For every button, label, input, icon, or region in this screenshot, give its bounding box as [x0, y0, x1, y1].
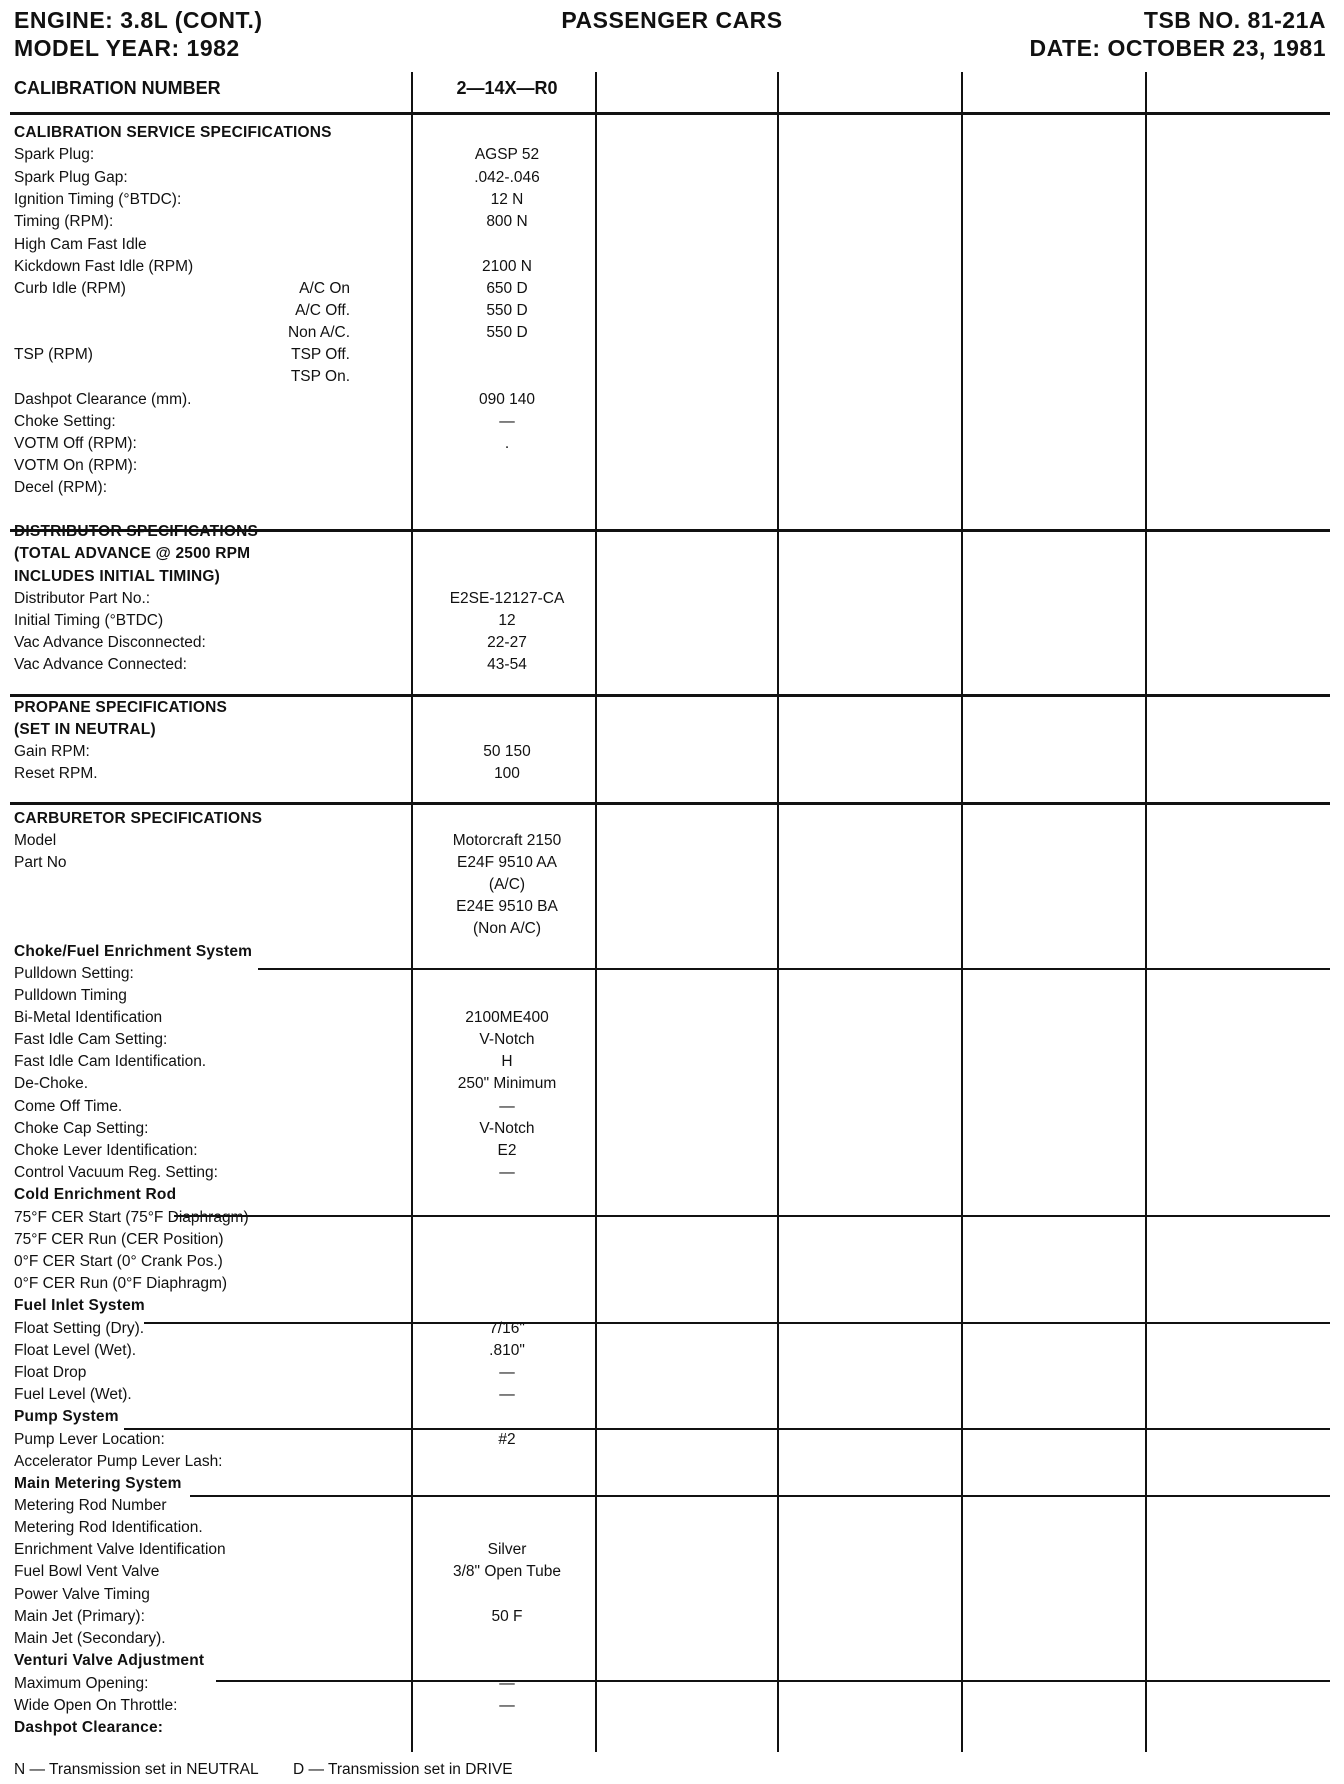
spec-label: De-Choke.	[14, 1075, 89, 1092]
section-heading: PROPANE SPECIFICATIONS	[14, 699, 228, 716]
spec-label: Float Drop	[14, 1364, 87, 1381]
drive-note: D — Transmission set in DRIVE	[292, 1761, 513, 1778]
spec-value: 43-54	[487, 656, 527, 673]
spec-label: Metering Rod Number	[14, 1497, 167, 1514]
spec-label: Model	[14, 832, 57, 849]
spec-label: Accelerator Pump Lever Lash:	[14, 1453, 223, 1470]
spec-label: Pump Lever Location:	[14, 1431, 165, 1448]
spec-value: —	[499, 1164, 515, 1181]
spec-label: TSP (RPM)	[14, 346, 93, 363]
section-heading: Dashpot Clearance:	[14, 1719, 164, 1736]
spec-label: Wide Open On Throttle:	[14, 1697, 178, 1714]
column-divider	[961, 72, 963, 1752]
subsection-rule	[216, 1680, 1330, 1682]
spec-label: Choke Cap Setting:	[14, 1120, 149, 1137]
spec-condition: A/C Off.	[295, 302, 350, 319]
section-heading: (SET IN NEUTRAL)	[14, 721, 156, 738]
spec-label: 0°F CER Start (0° Crank Pos.)	[14, 1253, 223, 1270]
spec-value: V-Notch	[479, 1120, 535, 1137]
spec-label: Fuel Bowl Vent Valve	[14, 1563, 160, 1580]
spec-condition: Non A/C.	[287, 324, 350, 341]
spec-label: Timing (RPM):	[14, 213, 114, 230]
spec-value: 550 D	[486, 324, 528, 341]
spec-label: Bi-Metal Identification	[14, 1009, 163, 1026]
spec-label: Curb Idle (RPM)	[14, 280, 126, 297]
spec-label: Metering Rod Identification.	[14, 1519, 203, 1536]
spec-condition: TSP On.	[290, 368, 350, 385]
spec-value: 2100ME400	[465, 1009, 549, 1026]
spec-label: High Cam Fast Idle	[14, 236, 147, 253]
legend-footer	[14, 1761, 543, 1779]
neutral-note: N — Transmission set in NEUTRAL	[14, 1761, 259, 1778]
spec-label: Spark Plug Gap:	[14, 169, 128, 186]
spec-value: 22-27	[487, 634, 527, 651]
spec-value: (Non A/C)	[472, 920, 542, 937]
spec-label: VOTM Off (RPM):	[14, 435, 137, 452]
engine-label: ENGINE: 3.8L (CONT.)	[14, 7, 263, 33]
spec-value: Motorcraft 2150	[452, 832, 562, 849]
spec-condition: TSP Off.	[291, 346, 350, 363]
spec-value: —	[499, 1675, 515, 1692]
spec-label: Vac Advance Connected:	[14, 656, 187, 673]
spec-value: E2SE-12127-CA	[449, 590, 565, 607]
model-year-label: MODEL YEAR: 1982	[14, 35, 240, 61]
spec-value: —	[499, 1098, 515, 1115]
spec-label: Kickdown Fast Idle (RPM)	[14, 258, 194, 275]
spec-label: Fast Idle Cam Identification.	[14, 1053, 207, 1070]
header-right	[1030, 6, 1326, 62]
spec-value: H	[501, 1053, 513, 1070]
spec-label: Decel (RPM):	[14, 479, 108, 496]
spec-label: Gain RPM:	[14, 743, 90, 760]
spec-label: Spark Plug:	[14, 146, 95, 163]
subsection-rule	[258, 968, 1330, 970]
section-heading: INCLUDES INITIAL TIMING)	[14, 568, 221, 585]
subsection-rule	[144, 1322, 1330, 1324]
column-divider	[1145, 72, 1147, 1752]
spec-value: Silver	[487, 1541, 527, 1558]
spec-label: Come Off Time.	[14, 1098, 123, 1115]
spec-value: E24E 9510 BA	[456, 898, 558, 915]
spec-label: Choke Lever Identification:	[14, 1142, 198, 1159]
spec-value: 7/16"	[489, 1320, 525, 1337]
spec-value: 12 N	[490, 191, 524, 208]
spec-value: AGSP 52	[474, 146, 540, 163]
calibration-number-label: CALIBRATION NUMBER	[14, 78, 221, 98]
spec-label: Reset RPM.	[14, 765, 98, 782]
tsb-number: TSB NO. 81-21A	[1143, 7, 1326, 33]
section-heading: CALIBRATION SERVICE SPECIFICATIONS	[14, 124, 332, 141]
spec-value: —	[499, 1364, 515, 1381]
spec-value: 800 N	[486, 213, 528, 230]
spec-label: Initial Timing (°BTDC)	[14, 612, 164, 629]
section-divider	[10, 802, 1330, 805]
section-heading: DISTRIBUTOR SPECIFICATIONS	[14, 523, 259, 540]
section-heading: (TOTAL ADVANCE @ 2500 RPM	[14, 545, 251, 562]
section-heading: Main Metering System	[14, 1475, 182, 1492]
spec-label: Ignition Timing (°BTDC):	[14, 191, 182, 208]
subsection-rule	[174, 1215, 1330, 1217]
spec-label: Enrichment Valve Identification	[14, 1541, 226, 1558]
section-divider	[10, 112, 1330, 115]
spec-value: (A/C)	[488, 876, 526, 893]
spec-label: Distributor Part No.:	[14, 590, 151, 607]
spec-label: Pulldown Setting:	[14, 965, 134, 982]
spec-value: —	[499, 1697, 515, 1714]
subsection-rule	[190, 1495, 1330, 1497]
calibration-number-value: 2—14X—R0	[456, 78, 558, 98]
spec-value: 650 D	[486, 280, 528, 297]
spec-value: V-Notch	[479, 1031, 535, 1048]
spec-label: 75°F CER Start (75°F Diaphragm)	[14, 1209, 249, 1226]
subsection-rule	[124, 1428, 1330, 1430]
spec-value: 12	[498, 612, 516, 629]
spec-label: VOTM On (RPM):	[14, 457, 138, 474]
spec-label: Main Jet (Primary):	[14, 1608, 145, 1625]
spec-label: 0°F CER Run (0°F Diaphragm)	[14, 1275, 228, 1292]
spec-value: 2100 N	[482, 258, 532, 275]
spec-condition: A/C On	[299, 280, 350, 297]
spec-label: 75°F CER Run (CER Position)	[14, 1231, 224, 1248]
spec-value: E2	[497, 1142, 517, 1159]
column-divider	[777, 72, 779, 1752]
bulletin-date: DATE: OCTOBER 23, 1981	[1029, 35, 1326, 61]
spec-value: .810"	[489, 1342, 525, 1359]
section-heading: Pump System	[14, 1408, 119, 1425]
spec-value: —	[499, 1386, 515, 1403]
spec-value: #2	[498, 1431, 516, 1448]
spec-value: 100	[494, 765, 520, 782]
spec-value: 3/8" Open Tube	[452, 1563, 562, 1580]
spec-label: Dashpot Clearance (mm).	[14, 391, 192, 408]
section-heading: CARBURETOR SPECIFICATIONS	[14, 810, 263, 827]
category-title: PASSENGER CARS	[561, 7, 783, 33]
section-heading: Venturi Valve Adjustment	[14, 1652, 205, 1669]
spec-label: Vac Advance Disconnected:	[14, 634, 206, 651]
spec-value: 50 150	[483, 743, 531, 760]
spec-value: —	[499, 413, 515, 430]
spec-label: Choke Setting:	[14, 413, 116, 430]
spec-label: Fast Idle Cam Setting:	[14, 1031, 168, 1048]
spec-label: Float Level (Wet).	[14, 1342, 137, 1359]
spec-value: 550 D	[486, 302, 528, 319]
spec-value: 090 140	[478, 391, 536, 408]
spec-label: Main Jet (Secondary).	[14, 1630, 166, 1647]
section-heading: Cold Enrichment Rod	[14, 1186, 177, 1203]
spec-label: Control Vacuum Reg. Setting:	[14, 1164, 218, 1181]
section-heading: Choke/Fuel Enrichment System	[14, 943, 253, 960]
section-heading: Fuel Inlet System	[14, 1297, 145, 1314]
spec-label: Part No	[14, 854, 67, 871]
spec-label: Pulldown Timing	[14, 987, 127, 1004]
spec-value: E24F 9510 AA	[457, 854, 557, 871]
spec-value: .	[504, 435, 510, 452]
spec-label: Float Setting (Dry).	[14, 1320, 145, 1337]
spec-value: 250" Minimum	[457, 1075, 557, 1092]
spec-label: Power Valve Timing	[14, 1586, 150, 1603]
spec-label: Maximum Opening:	[14, 1675, 149, 1692]
spec-label: Fuel Level (Wet).	[14, 1386, 132, 1403]
spec-value: .042-.046	[474, 169, 540, 186]
spec-value: 50 F	[491, 1608, 523, 1625]
